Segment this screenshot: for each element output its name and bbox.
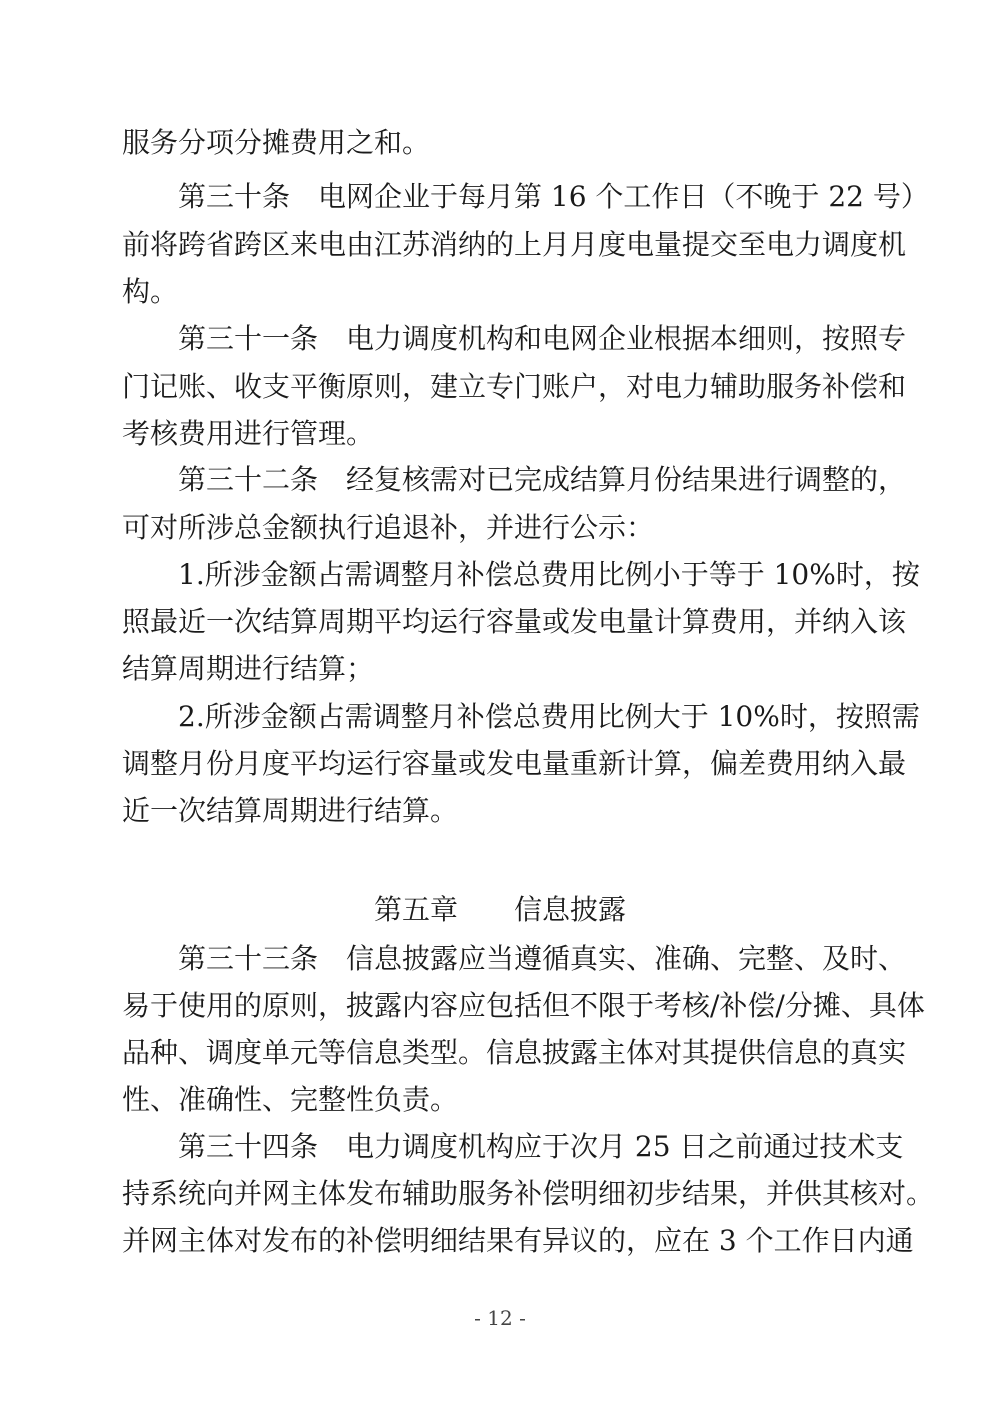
text-line: 结算周期进行结算； <box>122 652 375 685</box>
list-item-line: 1.所涉金额占需调整月补偿总费用比例小于等于 10%时，按 <box>178 558 920 591</box>
text-line: 第三十二条 经复核需对已完成结算月份结果进行调整的， <box>178 463 907 496</box>
text-line: 第三十一条 电力调度机构和电网企业根据本细则，按照专 <box>178 322 907 355</box>
text-line: 照最近一次结算周期平均运行容量或发电量计算费用，并纳入该 <box>122 605 907 638</box>
text-line: 前将跨省跨区来电由江苏消纳的上月月度电量提交至电力调度机 <box>122 228 907 261</box>
text-line: 构。 <box>122 275 179 308</box>
text-line: 持系统向并网主体发布辅助服务补偿明细初步结果，并供其核对。 <box>122 1177 935 1210</box>
text-line: 近一次结算周期进行结算。 <box>122 794 459 827</box>
text-line: 第三十三条 信息披露应当遵循真实、准确、完整、及时、 <box>178 942 907 975</box>
text-line: 并网主体对发布的补偿明细结果有异议的，应在 3 个工作日内通 <box>122 1224 914 1257</box>
page-number: - 12 - <box>474 1306 526 1330</box>
text-line: 第三十条 电网企业于每月第 16 个工作日（不晚于 22 号） <box>178 180 929 213</box>
text-line: 易于使用的原则，披露内容应包括但不限于考核/补偿/分摊、具体 <box>122 989 925 1022</box>
list-item-line: 2.所涉金额占需调整月补偿总费用比例大于 10%时，按照需 <box>178 700 920 733</box>
text-line: 第三十四条 电力调度机构应于次月 25 日之前通过技术支 <box>178 1130 904 1163</box>
text-line: 品种、调度单元等信息类型。信息披露主体对其提供信息的真实 <box>122 1036 907 1069</box>
text-line: 服务分项分摊费用之和。 <box>122 126 431 159</box>
text-line: 考核费用进行管理。 <box>122 417 375 450</box>
chapter-heading: 第五章 信息披露 <box>373 893 626 926</box>
text-line: 门记账、收支平衡原则，建立专门账户，对电力辅助服务补偿和 <box>122 370 907 403</box>
text-line: 可对所涉总金额执行追退补，并进行公示： <box>122 511 655 544</box>
text-line: 性、准确性、完整性负责。 <box>122 1083 459 1116</box>
text-line: 调整月份月度平均运行容量或发电量重新计算，偏差费用纳入最 <box>122 747 907 780</box>
